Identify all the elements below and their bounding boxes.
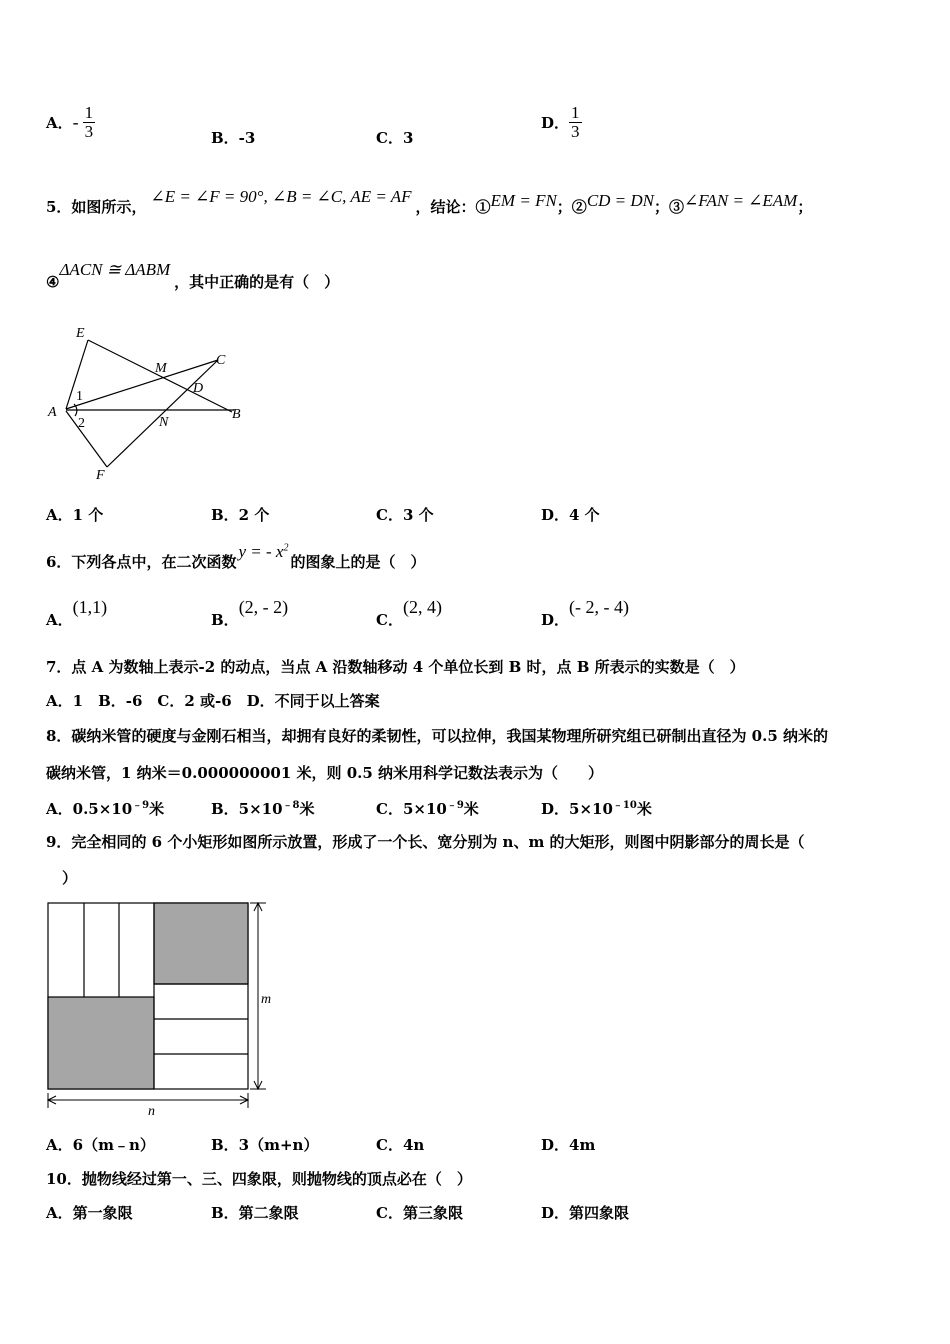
- q5-line2-prefix: ④: [46, 273, 60, 291]
- q5-conclusion-4: ΔACN ≅ ΔABM: [59, 260, 171, 279]
- q5-stem-line1: [46, 187, 813, 217]
- q5-mid: ，结论：①: [415, 198, 491, 216]
- q5-geometry-figure: [40, 320, 260, 490]
- q9-stem-line1: 9．完全相同的 6 个小矩形如图所示放置，形成了一个长、宽分别为 n、m 的大矩形，则图中阴影部分的周长是（: [46, 833, 805, 851]
- q4-d-fraction: $\frac{1}{3}$: [571, 103, 580, 141]
- q5-sep3: ；③: [654, 198, 685, 216]
- q5-sep2: ；②: [556, 198, 587, 216]
- label-N: N: [159, 415, 169, 430]
- label-A: A: [48, 405, 57, 420]
- q5-line2-suffix: ，其中正确的是有（ ）: [174, 273, 340, 291]
- q6-option-a: A．(1,1): [46, 597, 108, 629]
- q9-option-a: A．6（m﹣n）: [46, 1136, 155, 1154]
- segment-FC: [107, 360, 218, 467]
- q10-option-c: C．第三象限: [376, 1204, 463, 1222]
- q5-option-b: B．2 个: [211, 506, 270, 524]
- label-M: M: [155, 361, 167, 376]
- q9-stem-line2: ）: [62, 869, 78, 887]
- q6-suffix: 的图象上的是（ ）: [290, 553, 426, 571]
- q8-option-b: B．$5\times 10^{﹣8}$米: [211, 800, 315, 818]
- q8-option-c: C．$5\times 10^{﹣9}$米: [376, 800, 479, 818]
- q5-prefix: 5．如图所示，: [46, 198, 147, 216]
- segment-EB: [88, 340, 232, 412]
- q6-stem: [46, 542, 426, 572]
- label-m: m: [261, 992, 272, 1007]
- q4-a-fraction: $\frac{1}{3}$: [84, 103, 94, 141]
- label-F: F: [96, 468, 105, 483]
- q9-rectangle-figure: [40, 895, 280, 1120]
- q8-option-d: D．$5\times 10^{﹣10}$米: [541, 800, 652, 818]
- label-E: E: [76, 326, 85, 341]
- q6-prefix: 6．下列各点中，在二次函数: [46, 553, 237, 571]
- q8-option-a: A．$0.5\times 10^{﹣9}$米: [46, 800, 165, 818]
- shaded-region-top-right: [154, 903, 248, 984]
- q6-point-a: (1,1): [72, 597, 108, 617]
- q9-option-c: C．4n: [376, 1136, 425, 1154]
- q5-conclusion-1: EM = FN: [490, 191, 557, 210]
- q4-a-label: A．: [46, 114, 73, 132]
- q6-function: y = - $x^2$: [238, 542, 289, 561]
- q10-option-b: B．第二象限: [211, 1204, 299, 1222]
- q6-option-b: B．(2, - 2): [211, 597, 289, 629]
- label-2: 2: [78, 416, 85, 431]
- q6-point-d: (- 2, - 4): [569, 597, 629, 617]
- q5-conclusion-2: CD = DN: [586, 191, 655, 210]
- q9-option-b: B．3（m+n）: [211, 1136, 319, 1154]
- q6-point-b: (2, - 2): [238, 597, 289, 617]
- label-C: C: [216, 353, 226, 368]
- q4-option-d: [541, 104, 582, 141]
- q5-option-d: D．4 个: [541, 506, 600, 524]
- q10-stem: 10．抛物线经过第一、三、四象限，则抛物线的顶点必在（ ）: [46, 1170, 472, 1188]
- q5-option-a: A．1 个: [46, 506, 104, 524]
- q4-a-sign: -: [72, 112, 79, 132]
- label-D: D: [193, 381, 204, 396]
- q4-option-a: [46, 104, 95, 141]
- q6-option-d: D．(- 2, - 4): [541, 597, 629, 629]
- shaded-region-bottom-left: [48, 997, 154, 1089]
- label-B: B: [232, 407, 241, 422]
- q10-option-a: A．第一象限: [46, 1204, 133, 1222]
- q6-option-c: C．(2, 4): [376, 597, 442, 629]
- q7-options: A．1 B．-6 C．2 或-6 D．不同于以上答案: [46, 692, 380, 710]
- q6-point-c: (2, 4): [402, 597, 442, 617]
- q5-conclusion-3: ∠FAN = ∠EAM: [684, 191, 798, 210]
- label-n: n: [148, 1104, 155, 1119]
- q5-stem-line2: [46, 260, 340, 292]
- q8-stem-line1: 8．碳纳米管的硬度与金刚石相当，却拥有良好的柔韧性，可以拉伸，我国某物理所研究组已研制出直径为 0.5 纳米的: [46, 727, 828, 745]
- q10-option-d: D．第四象限: [541, 1204, 630, 1222]
- label-1: 1: [76, 389, 83, 404]
- q5-option-c: C．3 个: [376, 506, 434, 524]
- q4-d-label: D．: [541, 114, 570, 132]
- segment-AF: [66, 411, 107, 467]
- q8-stem-line2: 碳纳米管，1 纳米＝0.000000001 米，则 0.5 纳米用科学记数法表示为（ ）: [46, 764, 604, 782]
- q9-option-d: D．4m: [541, 1136, 596, 1154]
- q5-condition: ∠E = ∠F = 90°, ∠B = ∠C, AE = AF: [150, 187, 412, 206]
- q5-end1: ；: [797, 198, 813, 216]
- q4-option-b: B．-3: [211, 129, 256, 147]
- q7-stem: 7．点 A 为数轴上表示-2 的动点，当点 A 沿数轴移动 4 个单位长到 B 时，点 B 所表示的实数是（ ）: [46, 658, 745, 676]
- q4-option-c: C．3: [376, 129, 414, 147]
